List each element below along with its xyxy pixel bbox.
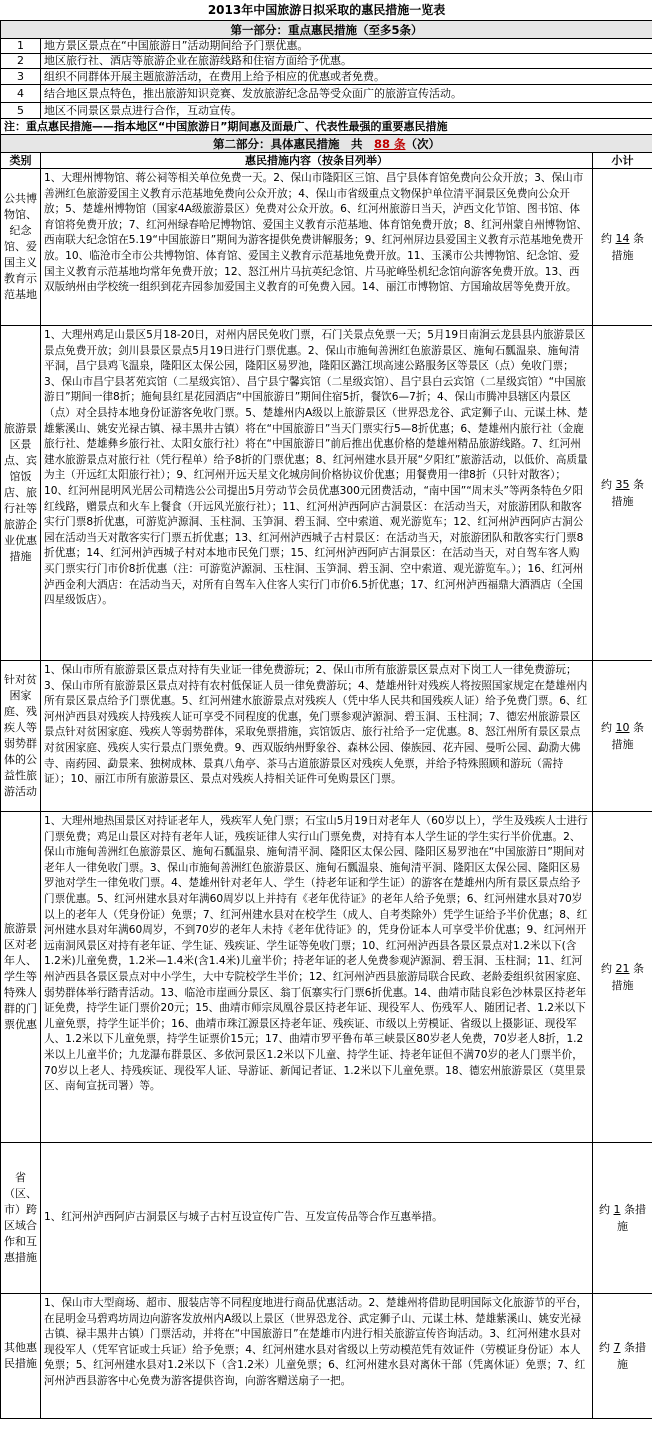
measure-subtotal xyxy=(593,812,652,1143)
part2-heading-suffix: （次） xyxy=(405,136,441,151)
subtotal-prefix: 约 xyxy=(601,721,613,734)
measure-row xyxy=(1,661,652,812)
subtotal-prefix: 约 xyxy=(601,962,613,975)
measure-subtotal xyxy=(593,661,652,812)
measure-content-text: 1、大理州地热国景区对持证老年人，残疾军人免门票；石宝山5月19日对老年人（60岁以上），学生及残疾人士进行门票免费；鸡足山景区对持有老年人证，残疾证律人实行山门票免费，对持有本人学生证的学生实行半价优惠。2、保山市施甸善洲红色旅游景区、施甸石瓢温泉、施甸清平洞、隆阳区太保公园、隆阳区易罗池在“中国旅游日”期间对老年人一律免收门票。3、保山市施甸善洲红色旅游景区、施甸石瓢温泉、施甸清平洞、隆阳区太保公园、隆阳区易罗池对学生一律免收门票。4、楚雄州针对老年人、学生（持老年证和学生证）的游客在楚雄州内所有景区景点给予门票优惠。5、红河州建水县对年满60周岁以上并持有《老年优待证》的老年人给予免票；6、红河州建水县对70岁以上的老年人（凭身份证）免票；7、红河州建水县对在校学生（成人、自考类除外）凭学生证给予半价优惠；8、红河州建水县对年满60周岁，不到70岁的老年人未持《老年优待证》的，凭身份证本人可享受半价优惠；9、红河州开远南洞风景区对持有老年证、学生证、残疾证、学生证等免收门票；10、红河州泸西县各景区景点对1.2米以下(含1.2米)儿童免费，1.2米—1.4米(含1.4米)儿童半价；持老年证的老人免费参观泸源洞、碧玉洞、玉柱洞；11、红河州泸西县各景区景点对中小学生，大中专院校学生半价；12、红河州泸西县旅游局联合民政、老龄委组织贫困家庭、弱势群体举行踏青活动。13、临沧市崖画分景区、翁丁佤寨实行门票6折优惠。14、曲靖市陆良彩色沙林景区持老年证免费，持学生证门票价20元；15、曲靖市师宗凤凰谷景区持老年证、现役军人、伤残军人、随团记者、1.2米以下儿童免票，持学生证半价；16、曲靖市珠江源景区持老年证、残疾证、市级以上劳模证、省级以上摄影证、现役军人、1.2米以下儿童免票，持学生证票价15元；17、曲靖市罗平鲁布革三峡景区80岁老人免费，70岁老人8折，1.2米以上儿童半价；九龙瀑布群景区、多依河景区1.2米以下儿童、持学生证、持老年证但不满70岁的老人门票半价，70岁以上老人、持残疾证、现役军人证、导游证、新闻记者证、1.2米以下儿童免票。18、德宏州旅游景区（莫里景区、南甸宣抚司署）等。 xyxy=(44,815,588,1093)
part1-row-text: 结合地区景点特色，推出旅游知识竞赛、发放旅游纪念品等受众面广的旅游宣传活动。 xyxy=(41,85,652,103)
measure-row xyxy=(1,1294,652,1419)
measure-content xyxy=(41,169,593,326)
part1-row-text: 地方景区景点在“中国旅游日”活动期间给予门票优惠。 xyxy=(41,39,652,54)
measure-content xyxy=(41,1294,593,1419)
subtotal-number: 7 xyxy=(613,1341,621,1354)
part2-heading-prefix: 第二部分：具体惠民措施 共 xyxy=(213,136,374,151)
part1-row xyxy=(1,54,652,69)
measure-row xyxy=(1,326,652,661)
part1-row xyxy=(1,39,652,54)
subtotal-number: 10 xyxy=(615,721,630,734)
part2-count: 88 条 xyxy=(374,136,406,151)
subtotal-number: 21 xyxy=(615,962,630,975)
subtotal-suffix: 条措施 xyxy=(611,962,645,992)
part1-row xyxy=(1,69,652,85)
part1-row-number: 4 xyxy=(1,85,41,103)
part1-row xyxy=(1,103,652,119)
measure-row xyxy=(1,812,652,1143)
measure-category: 公共博物馆、纪念馆、爱国主义教育示范基地 xyxy=(1,169,41,326)
measure-row xyxy=(1,169,652,326)
measure-content-text: 1、大理州博物馆、蒋公祠等相关单位免费一天。2、保山市隆阳区三馆、昌宁县体育馆免费向公众开放；3、保山市善洲红色旅游爱国主义教育示范基地免费向公众开放；4、保山市省级重点文物保护单位清平洞景区免费向公众开放；5、楚雄州博物馆（国家4A级旅游景区）免费对公众开放。6、红河州旅游日当天，泸西文化节馆、图书馆、体育馆将免费开放；7、红河州绿春哈尼博物馆、爱国主义教育示范基地、体育馆免费开放；8、红河州蒙自州博物馆、西南联大纪念馆在5.19“中国旅游日”期间为游客提供免费讲解服务；9、红河州屏边县爱国主义教育示范基地免费开放。10、临沧市全市公共博物馆、体育馆、爱国主义教育示范基地免费开放。11、玉溪市公共博物馆、纪念馆、爱国主义教育示范基地均常年免费开放；12、怒江州片马抗英纪念馆、片马驼峰坠机纪念馆向游客免费开放。13、西双版纳州由学校统一组织到花卉园参加爱国主义教育的可免费入园。14、丽江市博物馆、方国瑜故居等免费开放。 xyxy=(44,172,588,294)
page-title: 2013年中国旅游日拟采取的惠民措施一览表 xyxy=(207,3,446,17)
subtotal-number: 35 xyxy=(615,478,630,491)
measure-row xyxy=(1,1143,652,1294)
subtotal-prefix: 约 xyxy=(599,1341,611,1354)
subtotal-number: 14 xyxy=(615,232,630,245)
measure-content xyxy=(41,812,593,1143)
subtotal-suffix: 条措施 xyxy=(611,478,645,508)
part1-row-text: 地区不同景区景点进行合作，互动宣传。 xyxy=(41,103,652,119)
measure-category: 针对贫困家庭、残疾人等弱势群体的公益性旅游活动 xyxy=(1,661,41,812)
measure-content xyxy=(41,661,593,812)
subtotal-suffix: 条措施 xyxy=(617,1341,647,1371)
column-header-content: 惠民措施内容（按条目列举） xyxy=(41,153,593,169)
part1-heading: 第一部分：重点惠民措施（至多5条） xyxy=(1,21,652,39)
measure-category: 省（区、市）跨区域合作和互惠措施 xyxy=(1,1143,41,1294)
part1-row-number: 2 xyxy=(1,54,41,69)
measure-category: 旅游景区对老年人、学生等特殊人群的门票优惠 xyxy=(1,812,41,1143)
part1-row-number: 5 xyxy=(1,103,41,119)
measure-content-text: 1、大理州鸡足山景区5月18-20日，对州内居民免收门票，石门关景点免票一天；5月19日南涧云龙县县内旅游景区景点免费开放；剑川县景区景点5月19日进行门票优惠。2、保山市施甸善洲红色旅游景区、施甸石瓢温泉、施甸清平洞，昌宁县鸡飞温泉，隆阳区太保公园，隆阳区易罗池，隆阳区潞江坝高速公路服务区等景区（点）免收门票；3、保山市昌宁县茗苑宾馆（二星级宾馆）、昌宁县宁馨宾馆（二星级宾馆）、昌宁县白云宾馆（二星级宾馆）“中国旅游日”期间一律8折；施甸县红星花园酒店“中国旅游日”期间住宿5折，餐饮6—7折；4、保山市腾冲县辖区内景区（点）对全县持本地身份证游客免收门票。5、楚雄州内A级以上旅游景区（世界恐龙谷、武定狮子山、元谋土林、楚雄紫溪山、姚安光禄古镇、禄丰黑井古镇）将在“中国旅游日”当天门票实行5—8折优惠；6、楚雄州内旅行社（金鹿旅行社、楚雄彝乡旅行社、太阳女旅行社）将在“中国旅游日”前后推出优惠价格的楚雄州精品旅游线路。7、红河州建水旅游景点对旅行社（凭行程单）给予8折的门票优惠；8、红河州建水县开展“夕阳红”旅游活动，以低价、高质量为主（开远红太阳旅行社）；9、红河州开远天星文化城房间价格协议价优惠；用餐费用一律8折（只针对散客）；10、红河州昆明风光居公司精选公公司提出5月劳动节会员优惠300元团费活动，“南中国”“周末头”等两条特色夕阳红线路，赠景点和火车上餐食（开远风光旅行社）；11、红河州泸西阿庐古洞景区：在活动当天，对旅游团队和散客实行门票8折优惠，可游览泸源洞、玉柱洞、玉笋洞、碧玉洞、空中索道、观光游览车；12、红河州泸西阿庐古洞公园在活动当天对散客实行门票五折优惠；13、红河州泸西城子古村景区：在活动当天，对旅游团队和散客实行门票8折优惠；14、红河州泸西城子村对本地市民免门票；15、红河州泸西阿庐古洞景区：在活动当天，对自驾车客人购买门票实行门市价8折优惠（注：可游览泸源洞、玉柱洞、玉笋洞、碧玉洞、空中索道、观光游览车。）；16、红河州泸西金利大酒店：在活动当天，对所有自驾车入住客人实行门市价6.5折优惠；17、红河州泸西福鼎大酒酒店（全国四星级饭店）。 xyxy=(44,329,588,607)
part1-note: 注：重点惠民措施——指本地区“中国旅游日”期间惠及面最广、代表性最强的重要惠民措施 xyxy=(1,119,652,135)
measure-content-text: 1、红河州泸西阿庐古洞景区与城子古村互设宣传广告、互发宣传品等合作互惠举措。 xyxy=(44,1211,443,1224)
measure-content-text: 1、保山市大型商场、超市、服装店等不同程度地进行商品优惠活动。2、楚雄州将借助昆明国际文化旅游节的平台，在昆明金马碧鸡坊周边向游客发放州内A级以上景区（世界恐龙谷、武定狮子山、元谋土林、楚雄紫溪山、姚安光禄古镇、禄丰黑井古镇）门票活动，并将在“中国旅游日”在楚雄市内进行相关旅游宣传咨询活动。3、红河州建水县对现役军人（凭军官证或士兵证）给予免票；4、红河州建水县对省级以上劳动模范凭有效证件（劳模证身份证）本人免票；5、红河州建水县对1.2米以下（含1.2米）儿童免票；6、红河州建水县对离休干部（凭离休证）免票；7、红河州泸西县游客中心免费为游客提供咨询，向游客赠送扇子一把。 xyxy=(44,1297,588,1387)
subtotal-prefix: 约 xyxy=(601,232,613,245)
measure-subtotal xyxy=(593,326,652,661)
subtotal-prefix: 约 xyxy=(601,478,613,491)
subtotal-prefix: 约 xyxy=(599,1203,611,1216)
subtotal-suffix: 条措施 xyxy=(611,232,645,262)
measure-content-text: 1、保山市所有旅游景区景点对持有失业证一律免费游玩；2、保山市所有旅游景区景点对下岗工人一律免费游玩；3、保山市所有旅游景区景点对持有农村低保证人员一律免费游玩；4、楚雄州针对残疾人将按照国家规定在楚雄州内所有景区景点给予门票优惠。5、红河州建水旅游景点对残疾人（凭中华人民共和国残疾人证）给予免费门票。6、红河州泸西县对残疾人持残疾人证可享受不同程度的优惠，免门票参观泸源洞、碧玉洞、玉柱洞；7、德宏州旅游景区景点针对贫困家庭、残疾人等弱势群体，采取免票措施，宾馆饭店、旅行社给予一定优惠。8、怒江州所有景区景点对贫困家庭、残疾人实行景点门票免费。9、西双版纳州野象谷、森林公园、傣族园、花卉园、曼听公园、勐泐大佛寺、南药园、勐景来、独树成林、景真八角亭、茶马古道旅游景区对残疾人免票，并给予特殊照顾和游玩（需持证）；10、丽江市所有旅游景区、景点对残疾人持相关证件可免购景区门票。 xyxy=(44,664,588,786)
part2-heading xyxy=(1,135,652,153)
measure-category: 其他惠民措施 xyxy=(1,1294,41,1419)
measure-subtotal xyxy=(593,169,652,326)
measure-subtotal xyxy=(593,1294,652,1419)
subtotal-suffix: 条措施 xyxy=(617,1203,647,1233)
subtotal-number: 1 xyxy=(613,1203,621,1216)
subtotal-suffix: 条措施 xyxy=(611,721,645,751)
part1-row-number: 1 xyxy=(1,39,41,54)
measure-category: 旅游景区景点、宾馆饭店、旅行社等旅游企业优惠措施 xyxy=(1,326,41,661)
part1-row xyxy=(1,85,652,103)
measure-content xyxy=(41,1143,593,1294)
part1-row-text: 地区旅行社、酒店等旅游企业在旅游线路和住宿方面给予优惠。 xyxy=(41,54,652,69)
measure-subtotal xyxy=(593,1143,652,1294)
measure-content xyxy=(41,326,593,661)
column-header-category: 类别 xyxy=(1,153,41,169)
column-header-subtotal: 小计 xyxy=(593,153,652,169)
part1-row-text: 组织不同群体开展主题旅游活动，在费用上给予相应的优惠或者免费。 xyxy=(41,69,652,85)
part1-row-number: 3 xyxy=(1,69,41,85)
